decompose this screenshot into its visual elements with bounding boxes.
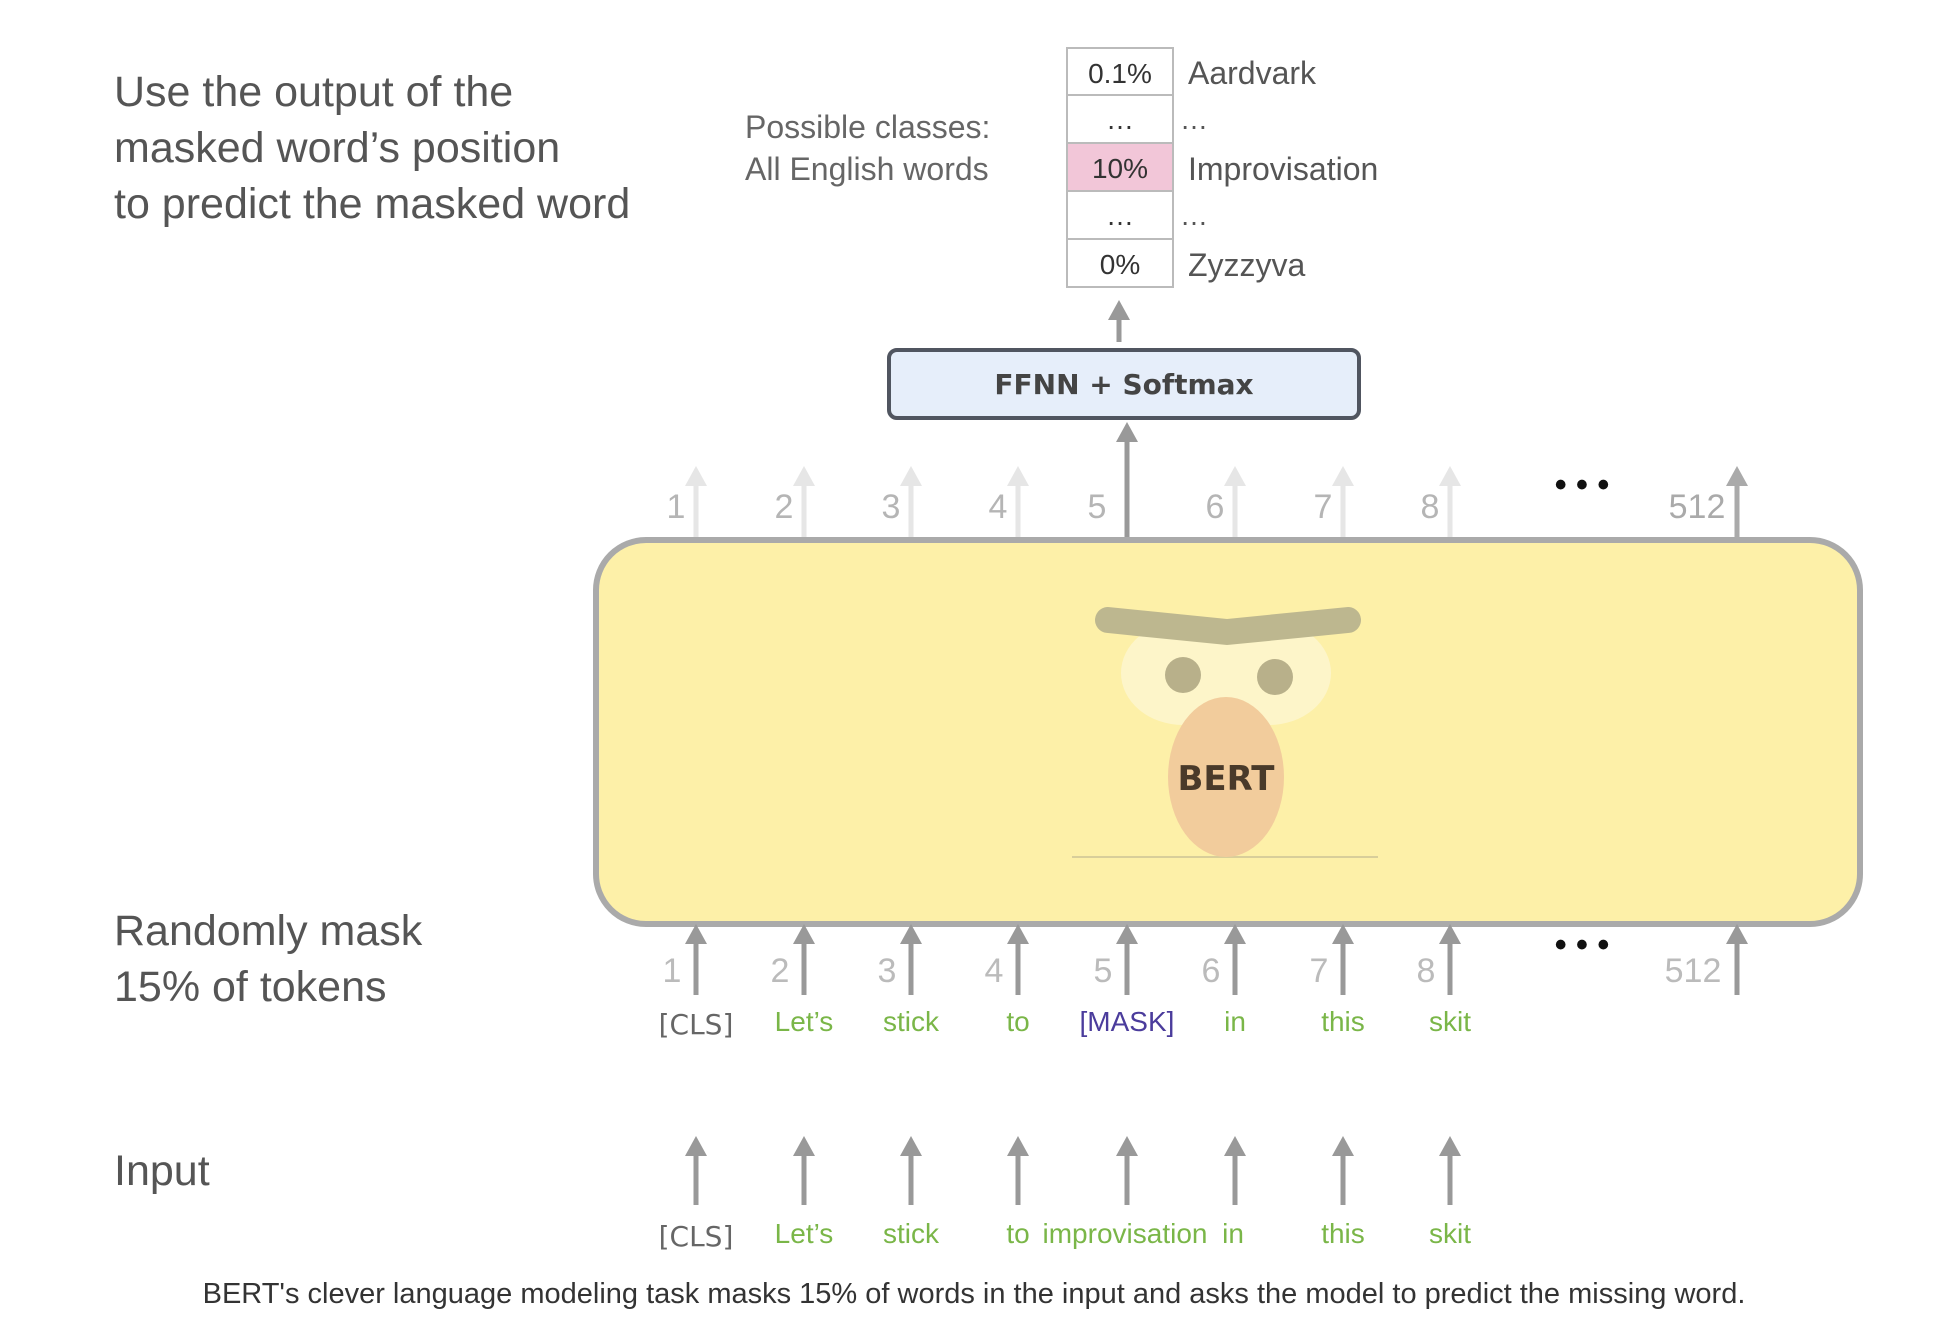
- masked-token-5: [MASK]: [1079, 1006, 1175, 1037]
- prob-value-0: 0.1%: [1088, 58, 1152, 89]
- output-position-2: 2: [774, 488, 794, 526]
- output-arrow-512: [1726, 466, 1748, 540]
- bert-label: BERT: [1177, 759, 1275, 799]
- class-word-0: Aardvark: [1188, 55, 1317, 91]
- output-instruction-line-3: to predict the masked word: [114, 180, 631, 228]
- masked-token-7: this: [1321, 1006, 1365, 1037]
- class-word-2: Improvisation: [1188, 151, 1379, 187]
- output-instruction-line-1: Use the output of the: [114, 68, 514, 116]
- raw-input-arrow-1: [685, 1136, 707, 1205]
- prob-value-1: …: [1106, 104, 1134, 135]
- masked-input-arrow-1: [685, 924, 707, 995]
- prob-value-4: 0%: [1099, 249, 1141, 280]
- input-token-6: in: [1222, 1218, 1244, 1249]
- bert-to-ffnn-arrow: [1116, 422, 1138, 540]
- input-token-8: skit: [1429, 1218, 1471, 1249]
- ffnn-to-table-arrow: [1108, 300, 1130, 342]
- input-arrows: [685, 1136, 1461, 1205]
- raw-input-arrow-2: [793, 1136, 815, 1205]
- masked-input-arrow-2: [793, 924, 815, 995]
- output-position-5: 5: [1087, 488, 1107, 526]
- left-pupil: [1165, 657, 1201, 693]
- figure-caption: BERT's clever language modeling task masks 15% of words in the input and asks the model to predict the missing word.: [202, 1278, 1746, 1310]
- input-token-2: Let’s: [774, 1218, 834, 1249]
- output-instruction-line-2: masked word’s position: [114, 124, 561, 172]
- masked-input-arrow-3: [900, 924, 922, 995]
- possible-classes-line-1: Possible classes:: [745, 109, 991, 145]
- class-word-4: Zyzzyva: [1188, 247, 1306, 283]
- class-word-3: …: [1180, 200, 1208, 231]
- input-token-4: to: [1006, 1218, 1030, 1249]
- prob-value-2: 10%: [1091, 153, 1149, 184]
- input-position-3: 3: [877, 952, 897, 990]
- masked-token-6: in: [1224, 1006, 1246, 1037]
- raw-input-arrow-5: [1116, 1136, 1138, 1205]
- output-positions: [667, 466, 1748, 540]
- masked-input-arrow-5: [1116, 924, 1138, 995]
- output-position-6: 6: [1205, 488, 1225, 526]
- output-position-3: 3: [881, 488, 901, 526]
- masked-token-4: to: [1006, 1006, 1030, 1037]
- input-position-1: 1: [662, 952, 682, 990]
- raw-input-arrow-6: [1224, 1136, 1246, 1205]
- input-label: Input: [114, 1147, 210, 1195]
- raw-input-arrow-8: [1439, 1136, 1461, 1205]
- output-position-512: 512: [1668, 488, 1726, 526]
- masked-input-arrow-6: [1224, 924, 1246, 995]
- mask-instruction-line-2: 15% of tokens: [114, 963, 387, 1011]
- output-arrow-2: [793, 466, 815, 540]
- class-word-1: …: [1180, 104, 1208, 135]
- input-position-7: 7: [1309, 952, 1329, 990]
- masked-input-arrow-7: [1332, 924, 1354, 995]
- possible-classes-line-2: All English words: [745, 151, 989, 187]
- output-position-8: 8: [1420, 488, 1440, 526]
- output-arrow-8: [1439, 466, 1461, 540]
- masked-token-8: skit: [1429, 1006, 1471, 1037]
- input-token-5: improvisation: [1042, 1218, 1208, 1249]
- output-arrow-3: [900, 466, 922, 540]
- output-probability-table: [1067, 48, 1378, 287]
- output-arrow-4: [1007, 466, 1029, 540]
- masked-token-row: [659, 1006, 1472, 1041]
- mask-instruction-line-1: Randomly mask: [114, 907, 423, 955]
- input-position-4: 4: [984, 952, 1004, 990]
- input-position-2: 2: [770, 952, 790, 990]
- prob-value-3: …: [1106, 200, 1134, 231]
- masked-token-3: stick: [883, 1006, 939, 1037]
- masked-input-arrow-4: [1007, 924, 1029, 995]
- raw-input-arrow-3: [900, 1136, 922, 1205]
- input-position-512: 512: [1664, 952, 1722, 990]
- output-position-4: 4: [988, 488, 1008, 526]
- input-position-8: 8: [1416, 952, 1436, 990]
- output-arrow-6: [1224, 466, 1246, 540]
- eyebrows: [1108, 620, 1348, 632]
- output-position-7: 7: [1313, 488, 1333, 526]
- output-position-1: 1: [666, 488, 686, 526]
- right-pupil: [1257, 659, 1293, 695]
- output-arrow-1: [685, 466, 707, 540]
- input-token-3: stick: [883, 1218, 939, 1249]
- input-ellipsis: • • •: [1554, 926, 1610, 964]
- raw-input-arrow-4: [1007, 1136, 1029, 1205]
- input-token-7: this: [1321, 1218, 1365, 1249]
- input-token-row: [659, 1218, 1472, 1253]
- ffnn-softmax-label: FFNN + Softmax: [994, 368, 1254, 401]
- input-position-5: 5: [1093, 952, 1113, 990]
- input-positions: [663, 924, 1748, 995]
- masked-token-1: [CLS]: [658, 1008, 734, 1041]
- output-ellipsis: • • •: [1554, 466, 1610, 504]
- masked-input-arrow-8: [1439, 924, 1461, 995]
- input-token-1: [CLS]: [658, 1220, 734, 1253]
- output-arrow-7: [1332, 466, 1354, 540]
- masked-token-2: Let’s: [774, 1006, 834, 1037]
- input-position-6: 6: [1201, 952, 1221, 990]
- masked-input-arrow-512: [1726, 924, 1748, 995]
- raw-input-arrow-7: [1332, 1136, 1354, 1205]
